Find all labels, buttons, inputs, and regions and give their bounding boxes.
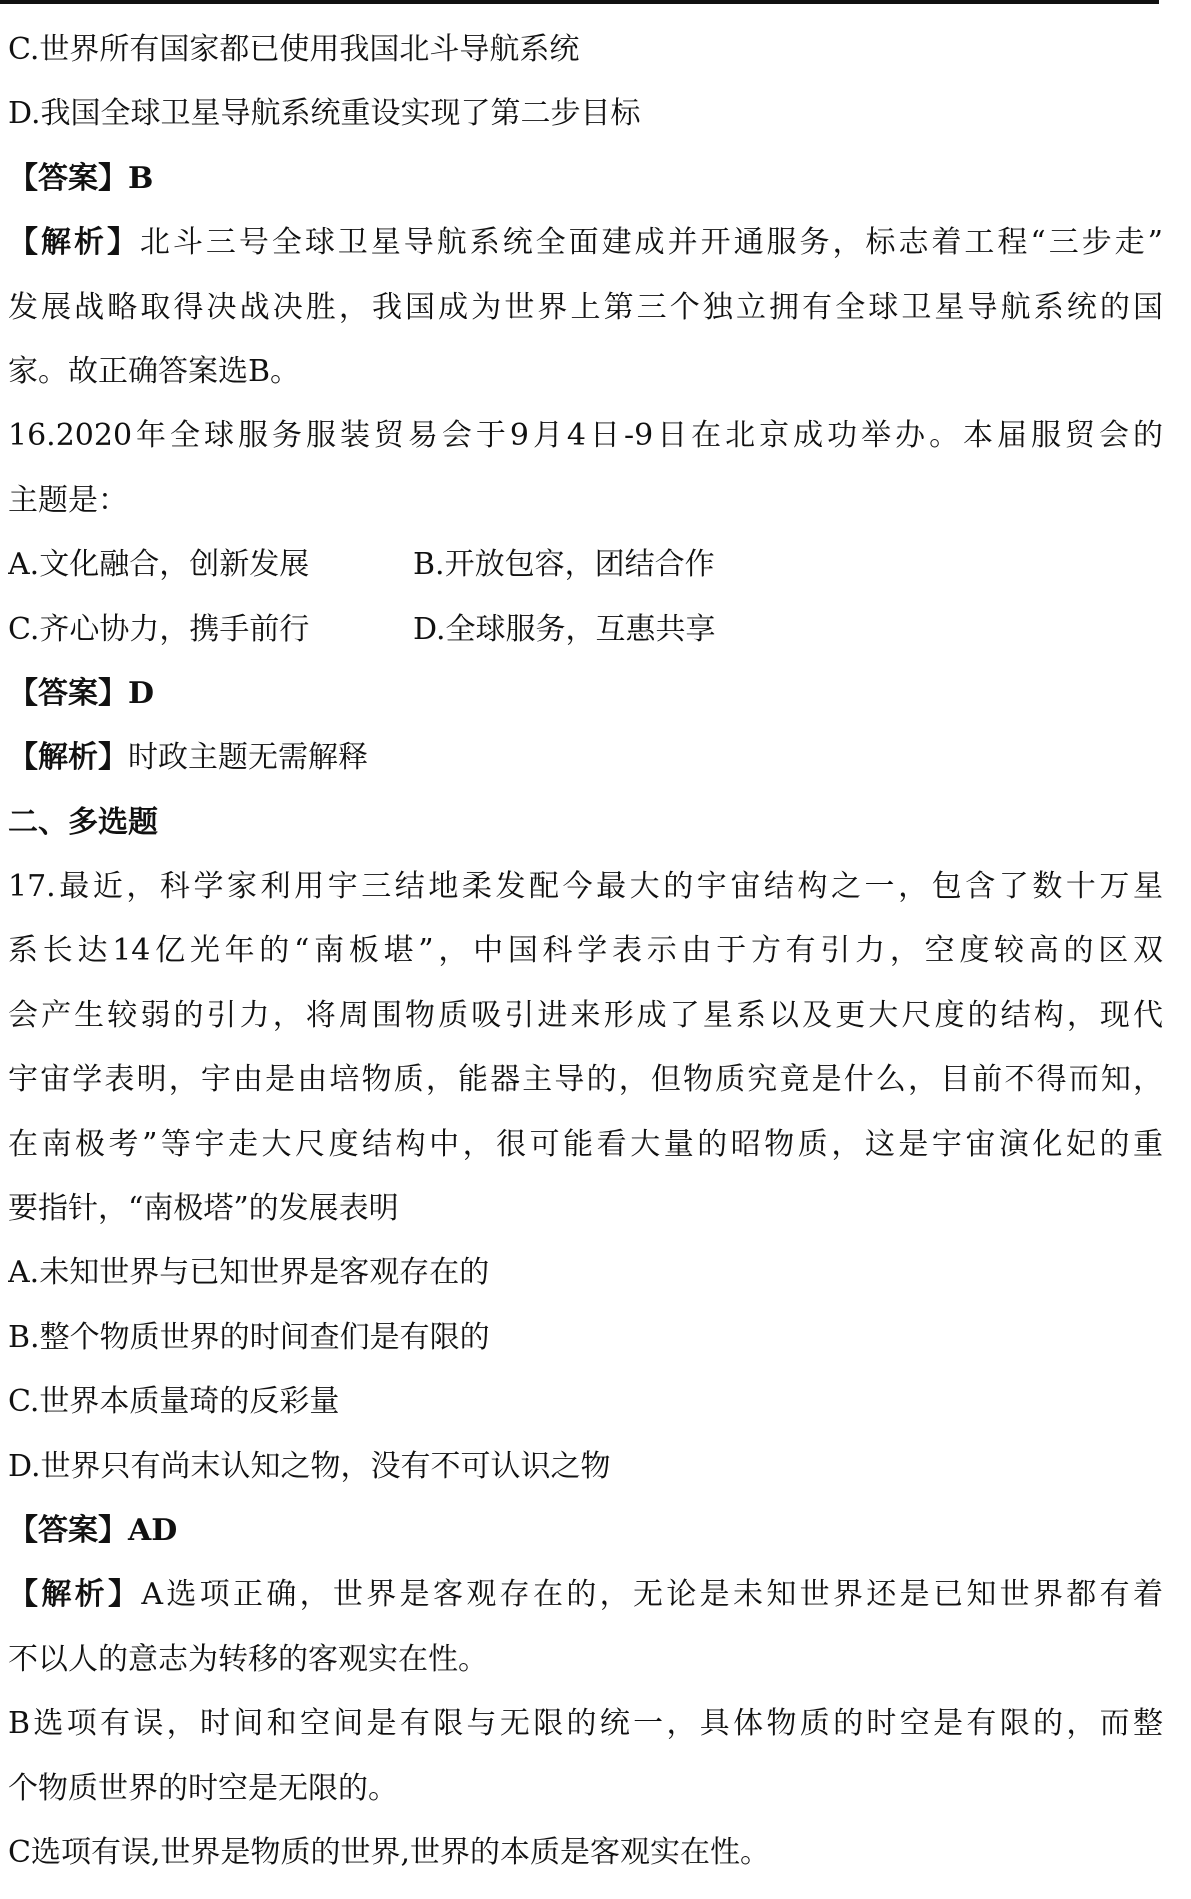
q16-analysis [8, 726, 1163, 790]
document-body [8, 18, 1163, 1885]
analysis-label: 【解析】 [8, 1577, 142, 1613]
answer-value: D [128, 675, 155, 711]
answer-label: 【答案】 [8, 675, 128, 711]
q17-analysis-line-4: 个物质世界的时空是无限的。 [8, 1770, 398, 1806]
q15-analysis-line-3: 家。故正确答案选B。 [8, 353, 301, 389]
q16-stem-line-2: 主题是： [8, 482, 128, 518]
q16-option-b: B.开放包容，团结合作 [413, 547, 715, 583]
q16-option-a: A.文化融合，创新发展 [8, 547, 310, 583]
q17-analysis-line-1 [8, 1563, 1163, 1627]
section-heading: 二、多选题 [8, 804, 158, 840]
analysis-text: 时政主题无需解释 [128, 740, 368, 776]
q17-option-d: D.世界只有尚末认知之物，没有不可认识之物 [8, 1448, 611, 1484]
q16-stem-line-1: 16.2020年全球服务服装贸易会于9月4日-9日在北京成功举办。本届服贸会的 [8, 418, 1163, 454]
analysis-label: 【解析】 [8, 225, 140, 261]
q17-analysis-line-2: 不以人的意志为转移的客观实在性。 [8, 1641, 488, 1677]
analysis-text: 北斗三号全球卫星导航系统全面建成并开通服务，标志着工程“三步走” [139, 225, 1163, 261]
analysis-text: A选项正确，世界是客观存在的，无论是未知世界还是已知世界都有着 [141, 1577, 1163, 1613]
q17-analysis-line-5: C选项有误,世界是物质的世界,世界的本质是客观实在性。 [8, 1834, 771, 1870]
q17-analysis-line-3: B选项有误，时间和空间是有限与无限的统一，具体物质的时空是有限的，而整 [8, 1706, 1163, 1742]
q17-stem-line-6: 要指针，“南极塔”的发展表明 [8, 1191, 399, 1227]
answer-label: 【答案】 [8, 160, 128, 196]
q15-option-d: D.我国全球卫星导航系统重设实现了第二步目标 [8, 96, 641, 132]
answer-label: 【答案】 [8, 1512, 128, 1548]
answer-value: AD [128, 1512, 178, 1548]
analysis-label: 【解析】 [8, 740, 128, 776]
q17-stem-line-3: 会产生较弱的引力，将周围物质吸引进来形成了星系以及更大尺度的结构，现代 [8, 997, 1163, 1033]
q17-answer [8, 1499, 1163, 1563]
q15-analysis-line-1 [8, 211, 1163, 275]
q16-answer [8, 662, 1163, 726]
answer-value: B [128, 160, 154, 196]
q17-option-b: B.整个物质世界的时间查们是有限的 [8, 1319, 490, 1355]
q17-option-a: A.未知世界与已知世界是客观存在的 [8, 1255, 490, 1291]
q17-option-c: C.世界本质量琦的反彩量 [8, 1384, 340, 1420]
q17-stem-line-1: 17.最近，科学家利用宇三结地柔发配今最大的宇宙结构之一，包含了数十万星 [8, 869, 1163, 905]
q15-analysis-line-2: 发展战略取得决战决胜，我国成为世界上第三个独立拥有全球卫星导航系统的国 [8, 289, 1163, 325]
q16-options-row-2 [8, 598, 1163, 662]
q16-option-d: D.全球服务，互惠共享 [413, 611, 716, 647]
q15-answer [8, 147, 1163, 211]
q17-stem-line-4: 宇宙学表明，宇由是由培物质，能器主导的，但物质究竟是什么，目前不得而知， [8, 1062, 1163, 1098]
q16-options-row-1 [8, 533, 1163, 597]
q15-option-c: C.世界所有国家都已使用我国北斗导航系统 [8, 32, 580, 67]
q17-stem-line-5: 在南极考”等宇走大尺度结构中，很可能看大量的昭物质，这是宇宙演化妃的重 [8, 1126, 1163, 1162]
q17-stem-line-2: 系长达14亿光年的“南板堪”，中国科学表示由于方有引力，空度较高的区双 [8, 933, 1163, 969]
q16-option-c: C.齐心协力，携手前行 [8, 611, 310, 647]
top-rule [0, 0, 1159, 4]
